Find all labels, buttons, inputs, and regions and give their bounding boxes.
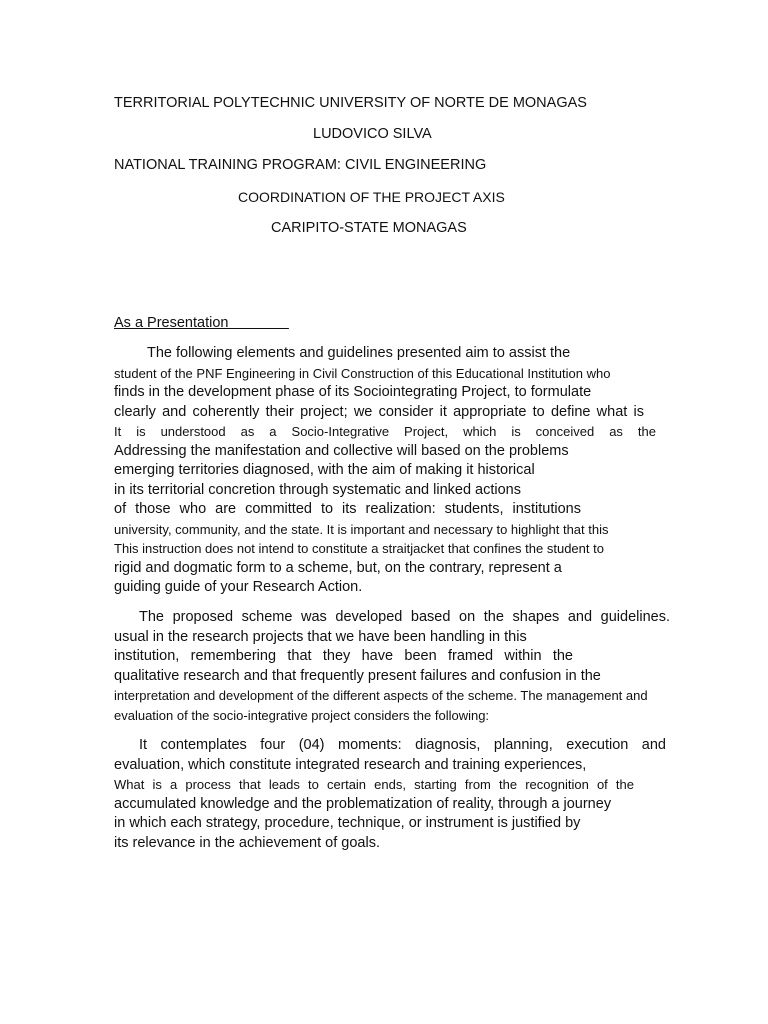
paragraph-line: This instruction does not intend to constitute a straitjacket that confines the student to (114, 541, 604, 556)
paragraph-line: The following elements and guidelines presented aim to assist the (147, 345, 571, 361)
program-name: NATIONAL TRAINING PROGRAM: CIVIL ENGINEERING (114, 157, 487, 173)
location: CARIPITO-STATE MONAGAS (271, 220, 467, 236)
paragraph-line: finds in the development phase of its Sociointegrating Project, to formulate (114, 384, 592, 400)
paragraph-line: accumulated knowledge and the problematization of reality, through a journey (114, 795, 612, 812)
paragraph-2 (114, 608, 670, 725)
paragraph-line: Addressing the manifestation and collective will based on the problems (114, 442, 569, 459)
paragraph-line: student of the PNF Engineering in Civil Construction of this Educational Institution who (114, 365, 611, 381)
paragraph-line: guiding guide of your Research Action. (114, 579, 363, 595)
paragraph-1 (114, 344, 670, 598)
paragraph-line: clearly and coherently their project; we consider it appropriate to define what is (114, 403, 644, 420)
paragraph-line: usual in the research projects that we have been handling in this (114, 628, 527, 645)
paragraph-line: rigid and dogmatic form to a scheme, but, on the contrary, represent a (114, 559, 562, 576)
paragraph-line: evaluation, which constitute integrated research and training experiences, (114, 756, 587, 773)
paragraph-line: emerging territories diagnosed, with the aim of making it historical (114, 462, 535, 478)
paragraph-3 (114, 736, 670, 853)
paragraph-line: university, community, and the state. It is important and necessary to highlight that this (114, 521, 609, 537)
paragraph-line: interpretation and development of the different aspects of the scheme. The management and (114, 688, 648, 703)
paragraph-line: evaluation of the socio-integrative project considers the following: (114, 707, 490, 723)
paragraph-line: of those who are committed to its realization: students, institutions (114, 501, 581, 517)
section-title: As a Presentation (114, 315, 229, 331)
paragraph-line: qualitative research and that frequently present failures and confusion in the (114, 667, 601, 684)
campus-name: LUDOVICO SILVA (313, 126, 432, 142)
paragraph-line: in which each strategy, procedure, technique, or instrument is justified by (114, 815, 581, 831)
paragraph-line: The proposed scheme was developed based on the shapes and guidelines. (139, 609, 670, 625)
paragraph-line: its relevance in the achievement of goals. (114, 834, 380, 851)
paragraph-line: It contemplates four (04) moments: diagnosis, planning, execution and (139, 737, 666, 753)
paragraph-line: in its territorial concretion through systematic and linked actions (114, 481, 521, 498)
coordination-title: COORDINATION OF THE PROJECT AXIS (238, 189, 505, 205)
paragraph-line: institution, remembering that they have been framed within the (114, 648, 573, 664)
paragraph-line: It is understood as a Socio-Integrative Project, which is conceived as the (114, 424, 656, 439)
university-name: TERRITORIAL POLYTECHNIC UNIVERSITY OF NORTE DE MONAGAS (114, 95, 587, 111)
paragraph-line: What is a process that leads to certain ends, starting from the recognition of the (114, 777, 634, 792)
